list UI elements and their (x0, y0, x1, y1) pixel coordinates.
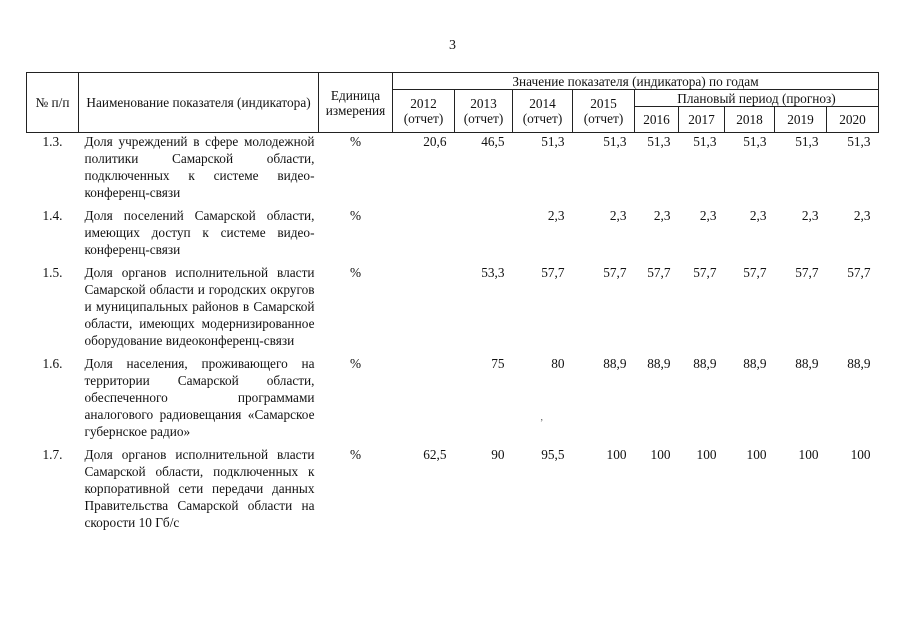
row-number: 1.4. (42, 208, 63, 223)
row-value: 2,3 (699, 208, 717, 223)
row-unit: % (349, 208, 362, 223)
header-year-2013 (455, 90, 513, 133)
row-value: 88,9 (693, 356, 717, 371)
row-value: 88,9 (847, 356, 871, 371)
row-value: 57,7 (795, 265, 819, 280)
row-value: 62,5 (423, 447, 447, 462)
header-name: Наименование показателя (индикатора) (79, 73, 319, 133)
year-note: (отчет) (463, 111, 504, 126)
header-year-2012 (393, 90, 455, 133)
indicators-table (26, 72, 879, 531)
row-value: 2,3 (801, 208, 819, 223)
row-value: 51,3 (795, 134, 819, 149)
row-value: 2,3 (853, 208, 871, 223)
row-value: 57,7 (847, 265, 871, 280)
row-value: 100 (850, 447, 871, 462)
row-value: 88,9 (603, 356, 627, 371)
row-value: 75 (491, 356, 505, 371)
table-row (27, 446, 879, 531)
row-indicator-name: Доля органов исполнительной власти Самарской области и городских округов и муниципальных районов в Самарской области, имеющих модернизированное оборудование видеоконференц-связи (84, 265, 315, 348)
row-value (393, 355, 455, 440)
row-value: 100 (606, 447, 627, 462)
table-row (27, 133, 879, 202)
row-indicator-name: Доля органов исполнительной власти Самарской области, подключенных к корпоративной сети передачи данных Правительства Самарской области на скорости 10 Гб/с (84, 447, 315, 530)
table-row (27, 355, 879, 440)
year-label: 2015 (590, 96, 617, 111)
row-unit: % (349, 356, 362, 371)
header-year-2018: 2018 (725, 107, 775, 133)
table-body (27, 133, 879, 532)
header-year-2019: 2019 (775, 107, 827, 133)
row-value: 57,7 (693, 265, 717, 280)
row-number: 1.3. (42, 134, 63, 149)
year-note: (отчет) (522, 111, 563, 126)
table-row (27, 207, 879, 258)
year-label: 2012 (410, 96, 437, 111)
row-value: 57,7 (603, 265, 627, 280)
row-value: 57,7 (743, 265, 767, 280)
scan-speck: ’ (540, 418, 544, 429)
header-year-2014 (513, 90, 573, 133)
header-year-2016: 2016 (635, 107, 679, 133)
page-number: 3 (449, 38, 456, 53)
row-value: 51,3 (847, 134, 871, 149)
row-value: 2,3 (749, 208, 767, 223)
row-value: 88,9 (647, 356, 671, 371)
table-header (27, 73, 879, 133)
header-unit: Единица измерения (319, 73, 393, 133)
row-value: 88,9 (743, 356, 767, 371)
row-unit: % (349, 447, 362, 462)
header-plan-group: Плановый период (прогноз) (635, 90, 879, 107)
row-indicator-name: Доля учреждений в сфере молодежной политики Самарской области, подключенных к системе видео-конференц-связи (84, 134, 315, 200)
row-value: 80 (551, 356, 565, 371)
row-value: 57,7 (541, 265, 565, 280)
row-indicator-name: Доля населения, проживающего на территории Самарской области, обеспеченного программами аналогового радиовещания «Самарское губернское радио» (84, 356, 315, 439)
row-value: 51,3 (541, 134, 565, 149)
row-value: 51,3 (743, 134, 767, 149)
row-value: 100 (798, 447, 819, 462)
row-value: 2,3 (653, 208, 671, 223)
header-values-group: Значение показателя (индикатора) по годам (393, 73, 879, 90)
row-value: 90 (491, 447, 505, 462)
row-unit: % (349, 265, 362, 280)
row-value: 51,3 (603, 134, 627, 149)
row-value: 53,3 (481, 265, 505, 280)
row-value: 100 (650, 447, 671, 462)
row-value: 57,7 (647, 265, 671, 280)
row-value: 46,5 (481, 134, 505, 149)
year-note: (отчет) (403, 111, 444, 126)
year-label: 2014 (529, 96, 556, 111)
row-value: 51,3 (693, 134, 717, 149)
row-value: 20,6 (423, 134, 447, 149)
header-year-2020: 2020 (827, 107, 879, 133)
row-value: 100 (696, 447, 717, 462)
row-unit: % (349, 134, 362, 149)
header-year-2017: 2017 (679, 107, 725, 133)
year-label: 2013 (470, 96, 497, 111)
row-value: 95,5 (541, 447, 565, 462)
header-year-2015 (573, 90, 635, 133)
row-indicator-name: Доля поселений Самарской области, имеющих доступ к системе видео-конференц-связи (84, 208, 315, 257)
row-value (393, 264, 455, 349)
row-value: 2,3 (547, 208, 565, 223)
row-value: 88,9 (795, 356, 819, 371)
row-number: 1.6. (42, 356, 63, 371)
row-value: 100 (746, 447, 767, 462)
year-note: (отчет) (583, 111, 624, 126)
table-row (27, 264, 879, 349)
row-value: 51,3 (647, 134, 671, 149)
row-number: 1.7. (42, 447, 63, 462)
header-num: № п/п (27, 73, 79, 133)
row-number: 1.5. (42, 265, 63, 280)
row-value: 2,3 (609, 208, 627, 223)
row-value (393, 207, 455, 258)
row-value (455, 207, 513, 258)
